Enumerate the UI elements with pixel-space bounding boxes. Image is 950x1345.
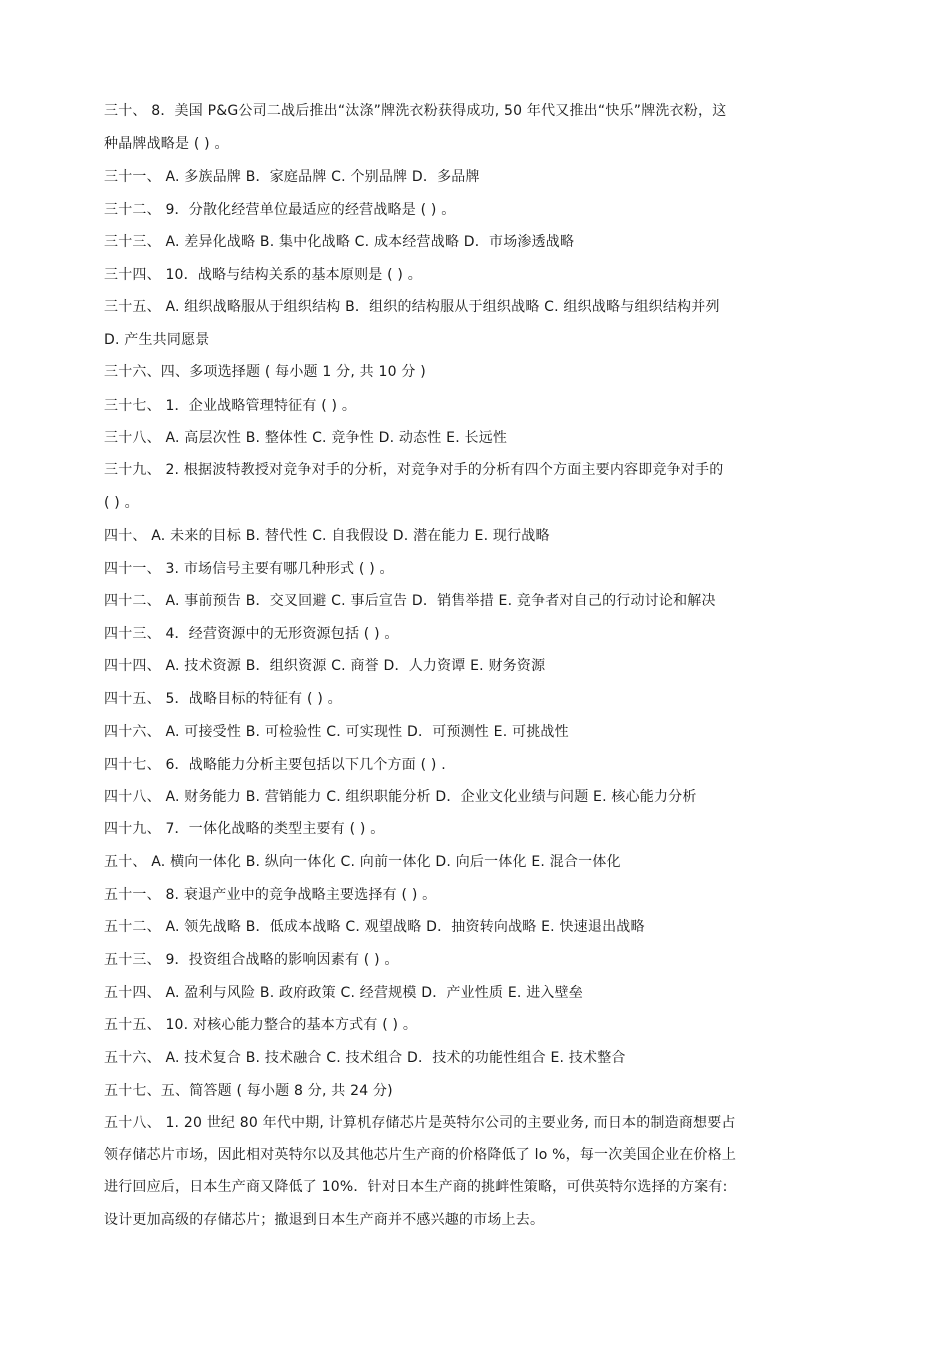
- text-line: 四十、 A. 未来的目标 B. 替代性 C. 自我假设 D. 潜在能力 E. 现行战略: [104, 528, 550, 544]
- text-line: 三十三、 A. 差异化战略 B. 集中化战略 C. 成本经营战略 D．市场渗透战略: [104, 234, 575, 250]
- text-line: 五十一、 8. 衰退产业中的竞争战略主要选择有 ( ) 。: [104, 887, 437, 903]
- text-line: 领存储芯片市场，因此相对英特尔以及其他芯片生产商的价格降低了 lo %，每一次美国企业在价格上: [104, 1147, 737, 1163]
- text-line: 五十五、 10. 对核心能力整合的基本方式有 ( ) 。: [104, 1017, 418, 1033]
- text-line: 五十八、 1. 20 世纪 80 年代中期, 计算机存储芯片是英特尔公司的主要业务, 而日本的制造商想要占: [104, 1115, 736, 1131]
- text-line: 三十二、 9．分散化经营单位最适应的经营战略是 ( ) 。: [104, 202, 456, 218]
- text-line: 四十七、 6．战略能力分析主要包括以下几个方面 ( ) .: [104, 757, 446, 773]
- text-line: 四十九、 7．一体化战略的类型主要有 ( ) 。: [104, 821, 385, 837]
- text-line: 四十三、 4．经营资源中的无形资源包括 ( ) 。: [104, 626, 399, 642]
- text-line: 三十四、 10．战略与结构关系的基本原则是 ( ) 。: [104, 267, 422, 283]
- text-line: 五十、 A. 横向一体化 B. 纵向一体化 C. 向前一体化 D. 向后一体化 E. 混合一体化: [104, 854, 621, 870]
- text-line: 种晶牌战略是 ( ) 。: [104, 136, 229, 152]
- text-line: 三十一、 A. 多族品牌 B．家庭品牌 C. 个别品牌 D．多品牌: [104, 169, 480, 185]
- text-line: ( ) 。: [104, 495, 139, 511]
- text-line: 进行回应后，日本生产商又降低了 10%．针对日本生产商的挑衅性策略，可供英特尔选择的方案有:: [104, 1179, 728, 1195]
- text-line: 四十二、 A. 事前预告 B．交叉回避 C. 事后宣告 D．销售举措 E. 竞争者对自己的行动讨论和解决: [104, 593, 716, 609]
- text-line: 三十八、 A. 高层次性 B. 整体性 C. 竞争性 D. 动态性 E. 长远性: [104, 430, 508, 446]
- text-line: 三十、 8．美国 P&G公司二战后推出“汰涤”牌洗衣粉获得成功, 50 年代又推出“快乐”牌洗衣粉，这: [104, 103, 727, 119]
- text-line: 三十五、 A. 组织战略服从于组织结构 B．组织的结构服从于组织战略 C. 组织战略与组织结构并列: [104, 299, 720, 315]
- text-line: 四十一、 3. 市场信号主要有哪几种形式 ( ) 。: [104, 561, 394, 577]
- text-line: 四十四、 A. 技术资源 B．组织资源 C. 商誉 D．人力资谭 E. 财务资源: [104, 658, 546, 674]
- text-line: 五十三、 9．投资组合战略的影响因素有 ( ) 。: [104, 952, 399, 968]
- text-line: 三十六、四、多项选择题 ( 每小题 1 分, 共 10 分 ): [104, 364, 426, 380]
- text-line: 三十九、 2. 根据波特教授对竞争对手的分析，对竞争对手的分析有四个方面主要内容即竞争对手的: [104, 462, 724, 478]
- text-line: 四十八、 A. 财务能力 B. 营销能力 C. 组织职能分析 D．企业文化业绩与问题 E. 核心能力分析: [104, 789, 697, 805]
- text-line: 三十七、 1．企业战略管理特征有 ( ) 。: [104, 398, 357, 414]
- text-line: 四十五、 5．战略目标的特征有 ( ) 。: [104, 691, 342, 707]
- text-line: 五十二、 A. 领先战略 B．低成本战略 C. 观望战略 D．抽资转向战略 E. 快速退出战略: [104, 919, 645, 935]
- text-line: 五十六、 A. 技术复合 B. 技术融合 C. 技术组合 D．技术的功能性组合 E. 技术整合: [104, 1050, 626, 1066]
- text-line: D. 产生共同愿景: [104, 332, 210, 348]
- text-line: 五十七、五、简答题 ( 每小题 8 分, 共 24 分): [104, 1083, 393, 1099]
- text-line: 设计更加高级的存储芯片；撤退到日本生产商并不感兴趣的市场上去。: [104, 1212, 545, 1228]
- text-line: 四十六、 A. 可接受性 B. 可检验性 C. 可实现性 D．可预测性 E. 可挑战性: [104, 724, 569, 740]
- text-line: 五十四、 A. 盈利与风险 B. 政府政策 C. 经营规模 D．产业性质 E. 进入壁垒: [104, 985, 583, 1001]
